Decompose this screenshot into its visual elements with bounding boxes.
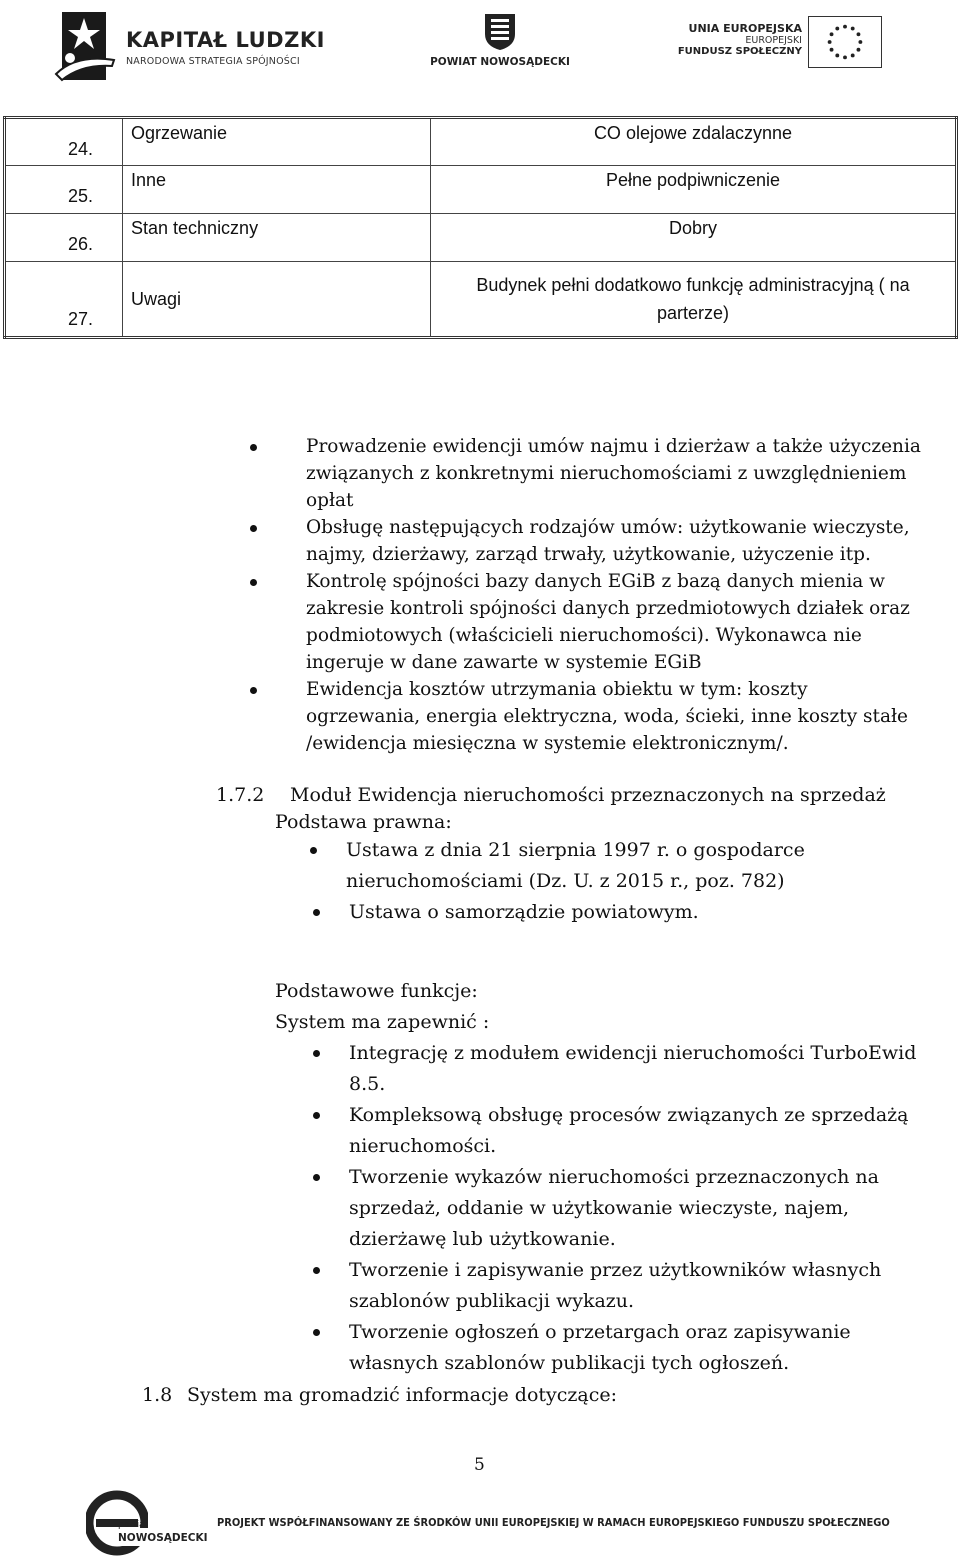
section-number: 1.8: [142, 1384, 173, 1406]
row-value-line: parterze): [656, 303, 730, 323]
powiat-nowosadecki-logo: [430, 12, 570, 72]
bullet-icon: [310, 847, 317, 854]
table-row: [5, 118, 957, 166]
list-item: [303, 1162, 943, 1255]
list-line: /ewidencja miesięczna w systemie elektronicznym/.: [306, 733, 789, 754]
property-details-table: [3, 116, 958, 339]
bullet-icon: [313, 1112, 320, 1119]
list-line: opłat: [306, 490, 354, 511]
bullet-icon: [313, 1050, 320, 1057]
bullet-icon: [313, 909, 320, 916]
list-line: Integrację z modułem ewidencji nieruchomości TurboEwid: [349, 1042, 917, 1064]
table-row: [5, 262, 957, 338]
bullet-icon: [313, 1174, 320, 1181]
list-line: szablonów publikacji wykazu.: [349, 1290, 635, 1312]
list-item: [240, 676, 955, 757]
table-row: [5, 166, 957, 214]
list-line: ingeruje w dane zawarte w systemie EGiB: [306, 652, 702, 673]
list-line: dzierżawę lub użytkowanie.: [349, 1228, 616, 1250]
row-label: Inne: [123, 166, 431, 214]
list-item: [303, 1317, 943, 1379]
functions-label: Podstawowe funkcje:: [275, 980, 478, 1002]
list-line: sprzedaż, oddanie w użytkowanie wieczyste, najem,: [349, 1197, 850, 1219]
page-number: 5: [474, 1455, 485, 1475]
list-line: Ewidencja kosztów utrzymania obiektu w tym: koszty: [306, 679, 808, 700]
eu-line-2: EUROPEJSKI: [745, 35, 802, 46]
row-number: 25.: [5, 166, 123, 214]
powiat-name: POWIAT NOWOSĄDECKI: [430, 56, 570, 68]
section-number: 1.7.2: [216, 784, 265, 806]
bullet-icon: [250, 444, 257, 451]
list-line: nieruchomościami (Dz. U. z 2015 r., poz. 782): [346, 870, 785, 892]
kapital-ludzki-logo: [52, 6, 325, 84]
list-line: Ustawa o samorządzie powiatowym.: [349, 901, 699, 923]
row-number: 24.: [5, 118, 123, 166]
list-line: Ustawa z dnia 21 sierpnia 1997 r. o gospodarce: [346, 839, 805, 861]
row-value: Dobry: [431, 214, 957, 262]
bullet-icon: [250, 687, 257, 694]
list-item: [303, 1038, 943, 1100]
list-line: zakresie kontroli spójności danych przedmiotowych działek oraz: [306, 598, 910, 619]
list-item: [240, 568, 955, 676]
eu-line-3: FUNDUSZ SPOŁECZNY: [677, 46, 802, 57]
list-line: związanych z konkretnymi nieruchomościami z uwzględnieniem: [306, 463, 907, 484]
list-line: najmy, dzierżawy, zarząd trwały, użytkowanie, użyczenie itp.: [306, 544, 871, 565]
row-value-line: Budynek pełni dodatkowo funkcję administracyjną ( na: [476, 275, 910, 295]
list-line: Kompleksową obsługę procesów związanych ze sprzedażą: [349, 1104, 909, 1126]
bullet-icon: [313, 1267, 320, 1274]
eu-logo: [677, 14, 890, 70]
kapital-ludzki-subtitle: NARODOWA STRATEGIA SPÓJNOŚCI: [126, 56, 300, 67]
list-line: Tworzenie wykazów nieruchomości przeznaczonych na: [349, 1166, 879, 1188]
list-item: [240, 514, 955, 568]
cofinance-note: PROJEKT WSPÓŁFINANSOWANY ZE ŚRODKÓW UNII EUROPEJSKIEJ W RAMACH EUROPEJSKIEGO FUNDUSZU SPOŁECZNEGO: [217, 1516, 890, 1529]
coat-of-arms-icon: [483, 12, 517, 52]
list-item: [303, 1255, 943, 1317]
list-line: 8.5.: [349, 1073, 386, 1095]
eu-line-1: UNIA EUROPEJSKA: [688, 22, 802, 35]
legal-basis-list: [300, 835, 900, 928]
row-label: Ogrzewanie: [123, 118, 431, 166]
list-line: podmiotowych (właścicieli nieruchomości). Wykonawca nie: [306, 625, 862, 646]
list-item: [303, 1100, 943, 1162]
table-row: [5, 214, 957, 262]
section-title: System ma gromadzić informacje dotyczące:: [187, 1384, 618, 1406]
bullet-icon: [313, 1329, 320, 1336]
row-label: Stan techniczny: [123, 214, 431, 262]
row-number: 27.: [5, 262, 123, 338]
footer-logo-small: powiat: [118, 1520, 149, 1530]
system-label: System ma zapewnić :: [275, 1011, 490, 1033]
list-line: Tworzenie i zapisywanie przez użytkowników własnych: [349, 1259, 882, 1281]
row-value: Pełne podpiwniczenie: [431, 166, 957, 214]
list-line: nieruchomości.: [349, 1135, 497, 1157]
list-line: Tworzenie ogłoszeń o przetargach oraz zapisywanie: [349, 1321, 851, 1343]
list-item: [300, 835, 900, 897]
bullet-icon: [250, 525, 257, 532]
list-line: ogrzewania, energia elektryczna, woda, ścieki, inne koszty stałe: [306, 706, 908, 727]
list-line: Prowadzenie ewidencji umów najmu i dzierżaw a także użyczenia: [306, 436, 921, 457]
list-item: [300, 897, 900, 928]
section-title: Moduł Ewidencja nieruchomości przeznaczonych na sprzedaż: [290, 784, 886, 806]
legal-basis-label: Podstawa prawna:: [275, 811, 452, 833]
row-number: 26.: [5, 214, 123, 262]
list-line: własnych szablonów publikacji tych ogłoszeń.: [349, 1352, 790, 1374]
kapital-ludzki-title: KAPITAŁ LUDZKI: [126, 28, 325, 52]
kapital-ludzki-star-icon: [52, 8, 122, 84]
bullet-icon: [250, 579, 257, 586]
row-label: Uwagi: [123, 262, 431, 338]
list-item: [240, 433, 955, 514]
row-value: [431, 262, 957, 338]
footer-powiat-logo: [82, 1486, 208, 1562]
eu-flag-icon: [808, 16, 882, 68]
footer-logo-name: NOWOSĄDECKI: [118, 1532, 208, 1544]
functions-list: [303, 1038, 943, 1379]
list-line: Obsługę następujących rodzajów umów: użytkowanie wieczyste,: [306, 517, 910, 538]
list-line: Kontrolę spójności bazy danych EGiB z bazą danych mienia w: [306, 571, 886, 592]
features-list: [240, 433, 955, 757]
row-value: CO olejowe zdalaczynne: [431, 118, 957, 166]
